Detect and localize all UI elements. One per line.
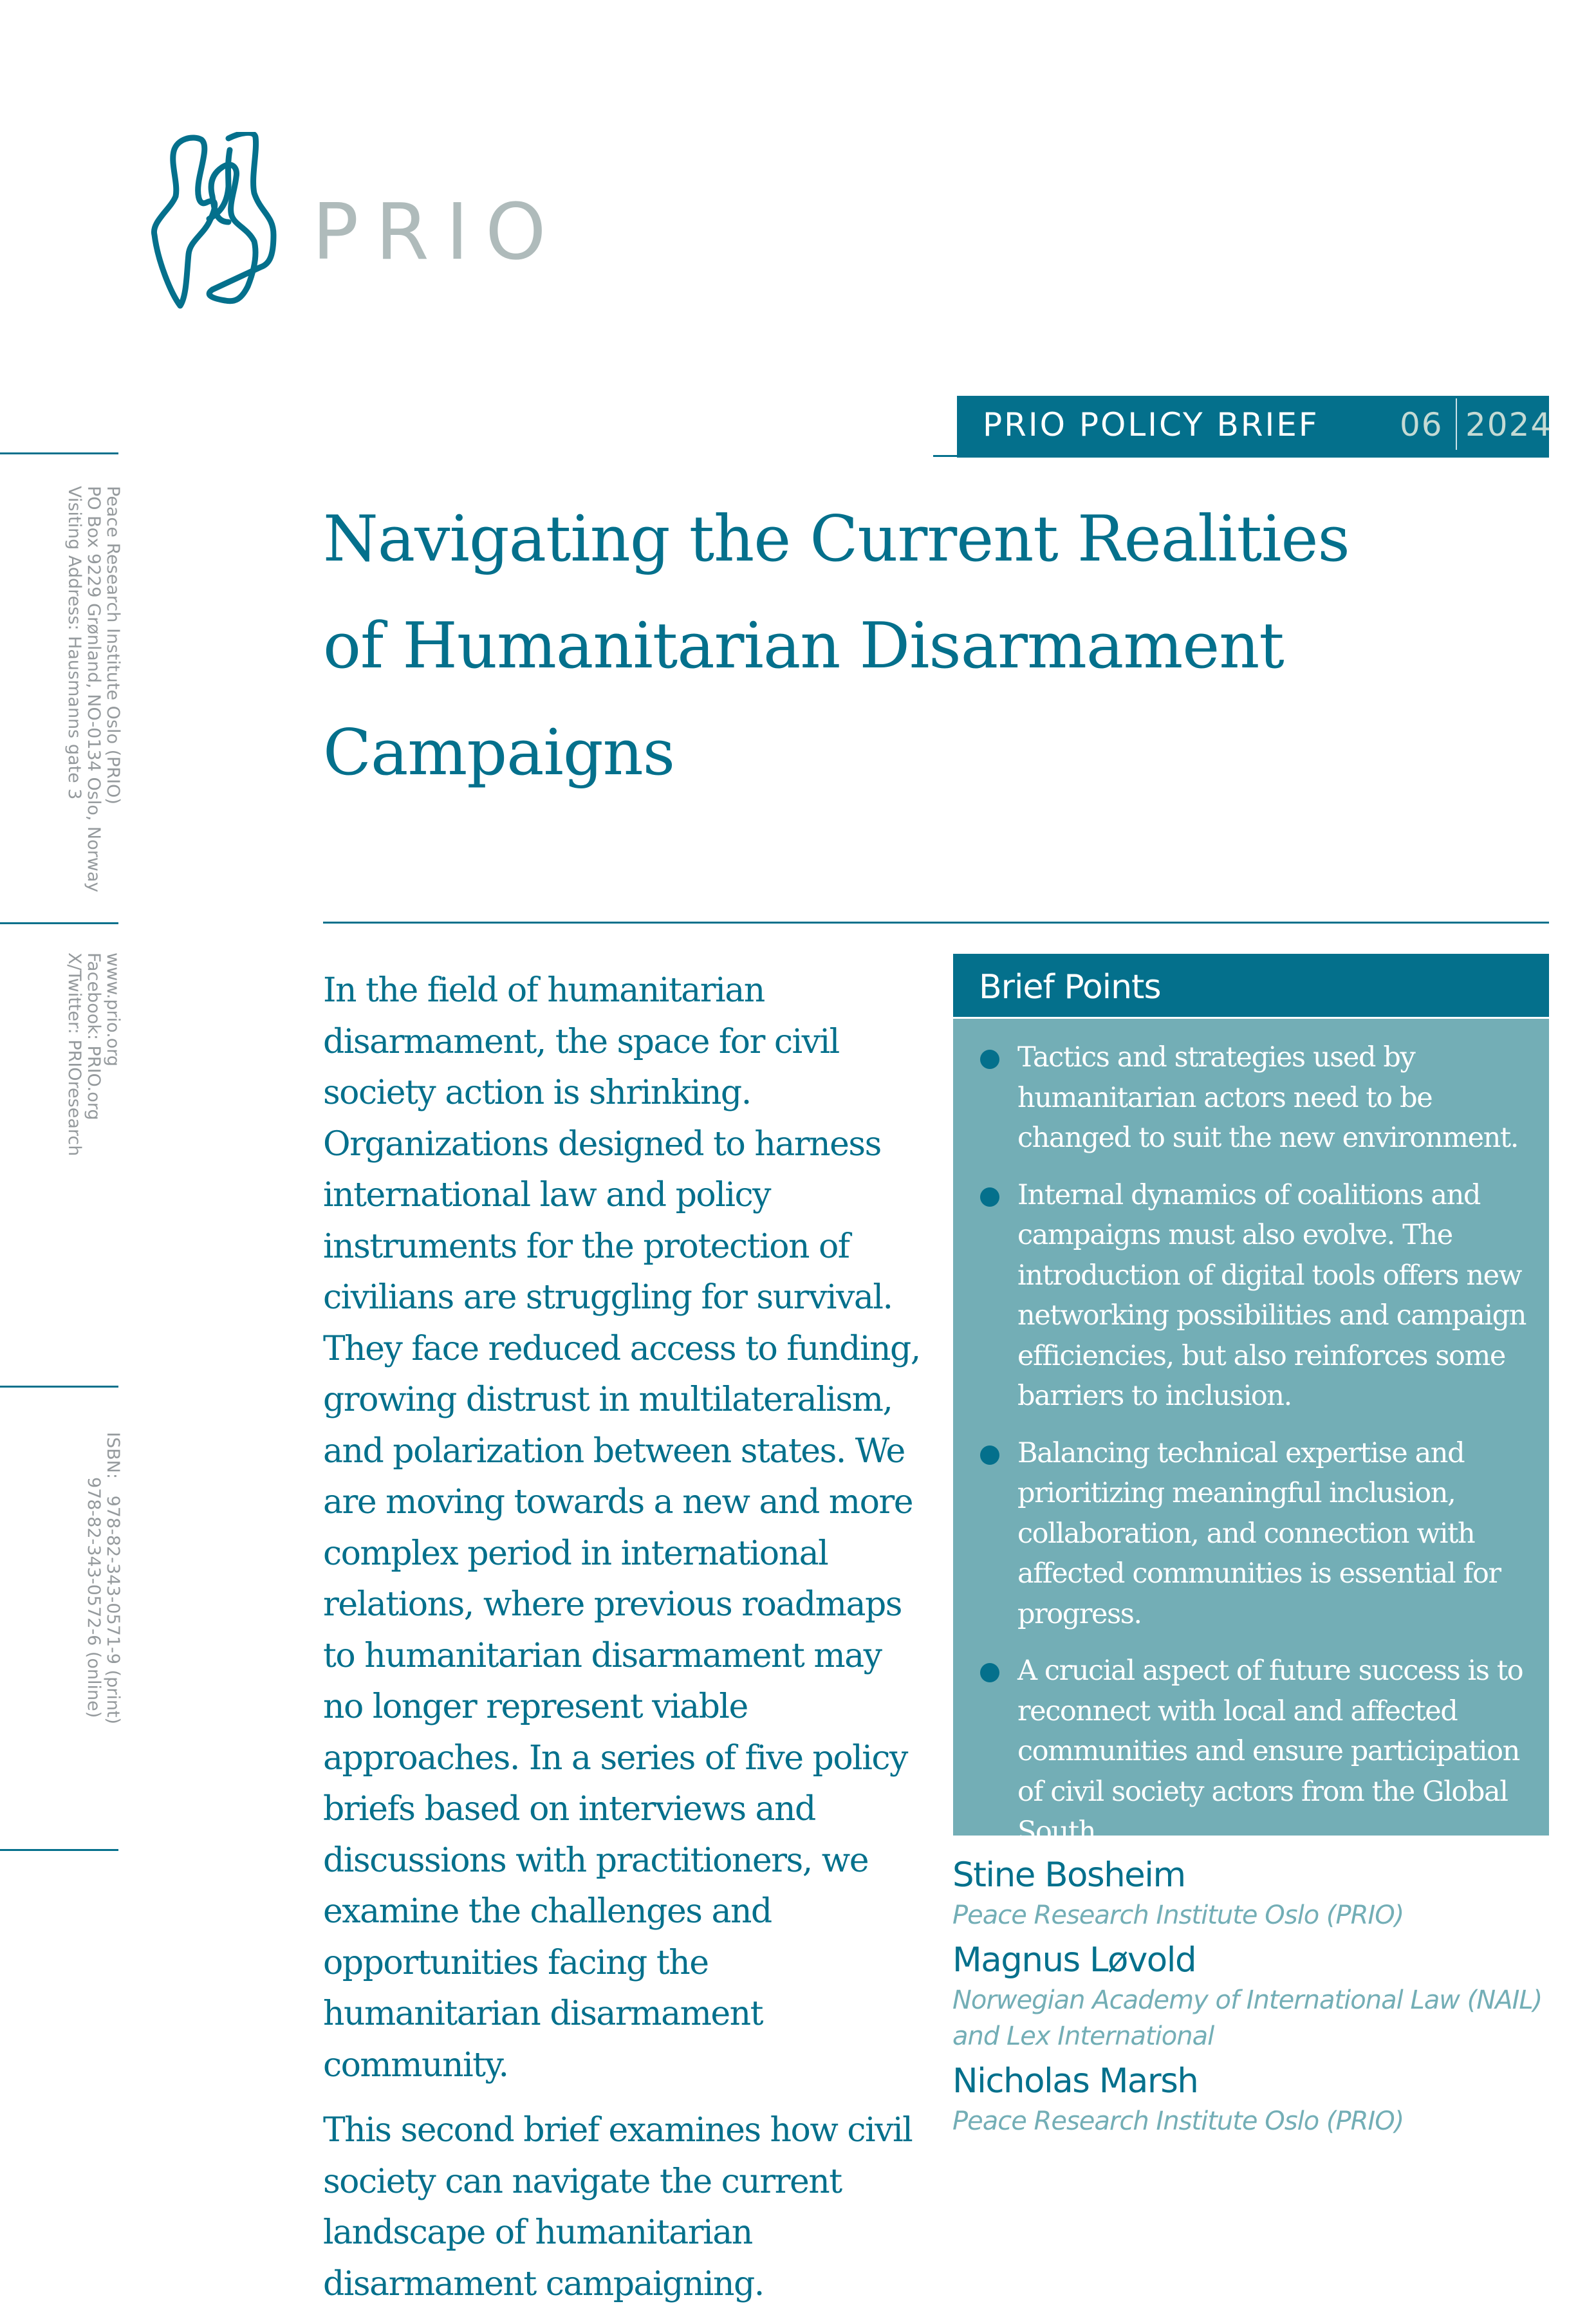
brief-points-header — [953, 954, 1549, 1019]
facebook-link[interactable]: Facebook: PRIO.org — [84, 953, 104, 1120]
brief-point-text: Tactics and strategies used by humanitarian actors need to be changed to suit the new environment. — [1017, 1041, 1519, 1154]
brief-point-text: Internal dynamics of coalitions and campaigns must also evolve. The introduction of digital tools offers new networking possibilities and campaign efficiencies, but also reinforces some barriers to inclusion. — [1017, 1178, 1526, 1412]
author-entry — [952, 1854, 1570, 1933]
authors-list — [952, 1854, 1570, 2144]
summary-paragraph-2: This second brief examines how civil society can navigate the current landscape of humanitarian disarmament campaigning. — [323, 2111, 913, 2303]
isbn-block — [84, 1432, 122, 1724]
author-affiliation: Norwegian Academy of International Law (NAIL) and Lex International — [952, 1985, 1543, 2051]
address-line-2: PO Box 9229 Grønland, NO-0134 Oslo, Norway — [84, 486, 104, 893]
author-name: Nicholas Marsh — [952, 2061, 1198, 2101]
title-line-1: Navigating the Current Realities — [323, 503, 1350, 576]
brief-points-panel — [953, 954, 1549, 1848]
side-rule-3 — [0, 1386, 118, 1388]
side-rule-1 — [0, 452, 118, 454]
isbn-online: 978-82-343-0572-6 (online) — [84, 1477, 104, 1718]
author-name: Stine Bosheim — [952, 1855, 1185, 1895]
author-name: Magnus Løvold — [952, 1940, 1196, 1980]
series-divider — [1456, 398, 1457, 450]
brief-point-text: A crucial aspect of future success is to reconnect with local and affected communities and ensure participation of civil society actors from the Global South. — [1017, 1655, 1523, 1848]
bullet-icon — [980, 1050, 999, 1069]
isbn-label: ISBN: — [103, 1432, 123, 1479]
author-entry — [952, 2059, 1570, 2139]
website-link[interactable]: www.prio.org — [103, 953, 123, 1067]
address-block — [64, 486, 122, 892]
series-year: 2024 — [1465, 406, 1553, 443]
author-entry — [952, 1938, 1570, 2054]
page-title — [323, 486, 1353, 806]
brief-points-list — [953, 1037, 1549, 1869]
summary-paragraph-1: In the field of humanitarian disarmament, the space for civil society action is shrinking. Organizations designed to harness international law and policy instruments for the protection of civilians are struggling for survival. They face reduced access to funding, growing distrust in multilateralism, and polarization between states. We are moving towards a new and more complex period in international relations, where previous roadmaps to humanitarian disarmament may no longer represent viable approaches. In a series of five policy briefs based on interviews and discussions with practitioners, we examine the challenges and opportunities facing the humanitarian disarmament community. — [323, 971, 920, 2085]
address-line-1: Peace Research Institute Oslo (PRIO) — [103, 486, 123, 804]
isbn-print: 978-82-343-0571-9 (print) — [103, 1495, 123, 1725]
summary-column — [323, 965, 928, 2324]
brief-points-heading: Brief Points — [979, 968, 1161, 1007]
series-banner — [957, 396, 1553, 458]
author-affiliation: Peace Research Institute Oslo (PRIO) — [952, 2106, 1404, 2136]
prio-logo — [145, 132, 563, 319]
series-label: PRIO POLICY BRIEF — [983, 406, 1319, 443]
side-rule-4 — [0, 1849, 118, 1851]
brief-point-text: Balancing technical expertise and prioritizing meaningful inclusion, collaboration, and connection with affected communities is essential for progress. — [1017, 1436, 1501, 1630]
bullet-icon — [980, 1187, 999, 1207]
series-rule — [933, 455, 959, 457]
brief-point — [953, 1037, 1549, 1158]
author-affiliation: Peace Research Institute Oslo (PRIO) — [952, 1901, 1404, 1930]
bullet-icon — [980, 1446, 999, 1465]
title-line-2: of Humanitarian Disarmament — [323, 609, 1284, 683]
series-number: 06 — [1400, 406, 1443, 443]
contacts-block — [64, 953, 122, 1156]
brief-point — [953, 1433, 1549, 1635]
address-line-3: Visiting Address: Hausmanns gate 3 — [64, 486, 84, 800]
brief-point — [953, 1175, 1549, 1417]
title-divider — [323, 922, 1549, 924]
prio-wordmark: PRIO — [312, 188, 563, 277]
brief-point — [953, 1651, 1549, 1852]
bullet-icon — [980, 1663, 999, 1682]
side-rule-2 — [0, 922, 118, 924]
title-line-3: Campaigns — [323, 716, 674, 790]
twitter-link[interactable]: X/Twitter: PRIOresearch — [64, 953, 84, 1157]
